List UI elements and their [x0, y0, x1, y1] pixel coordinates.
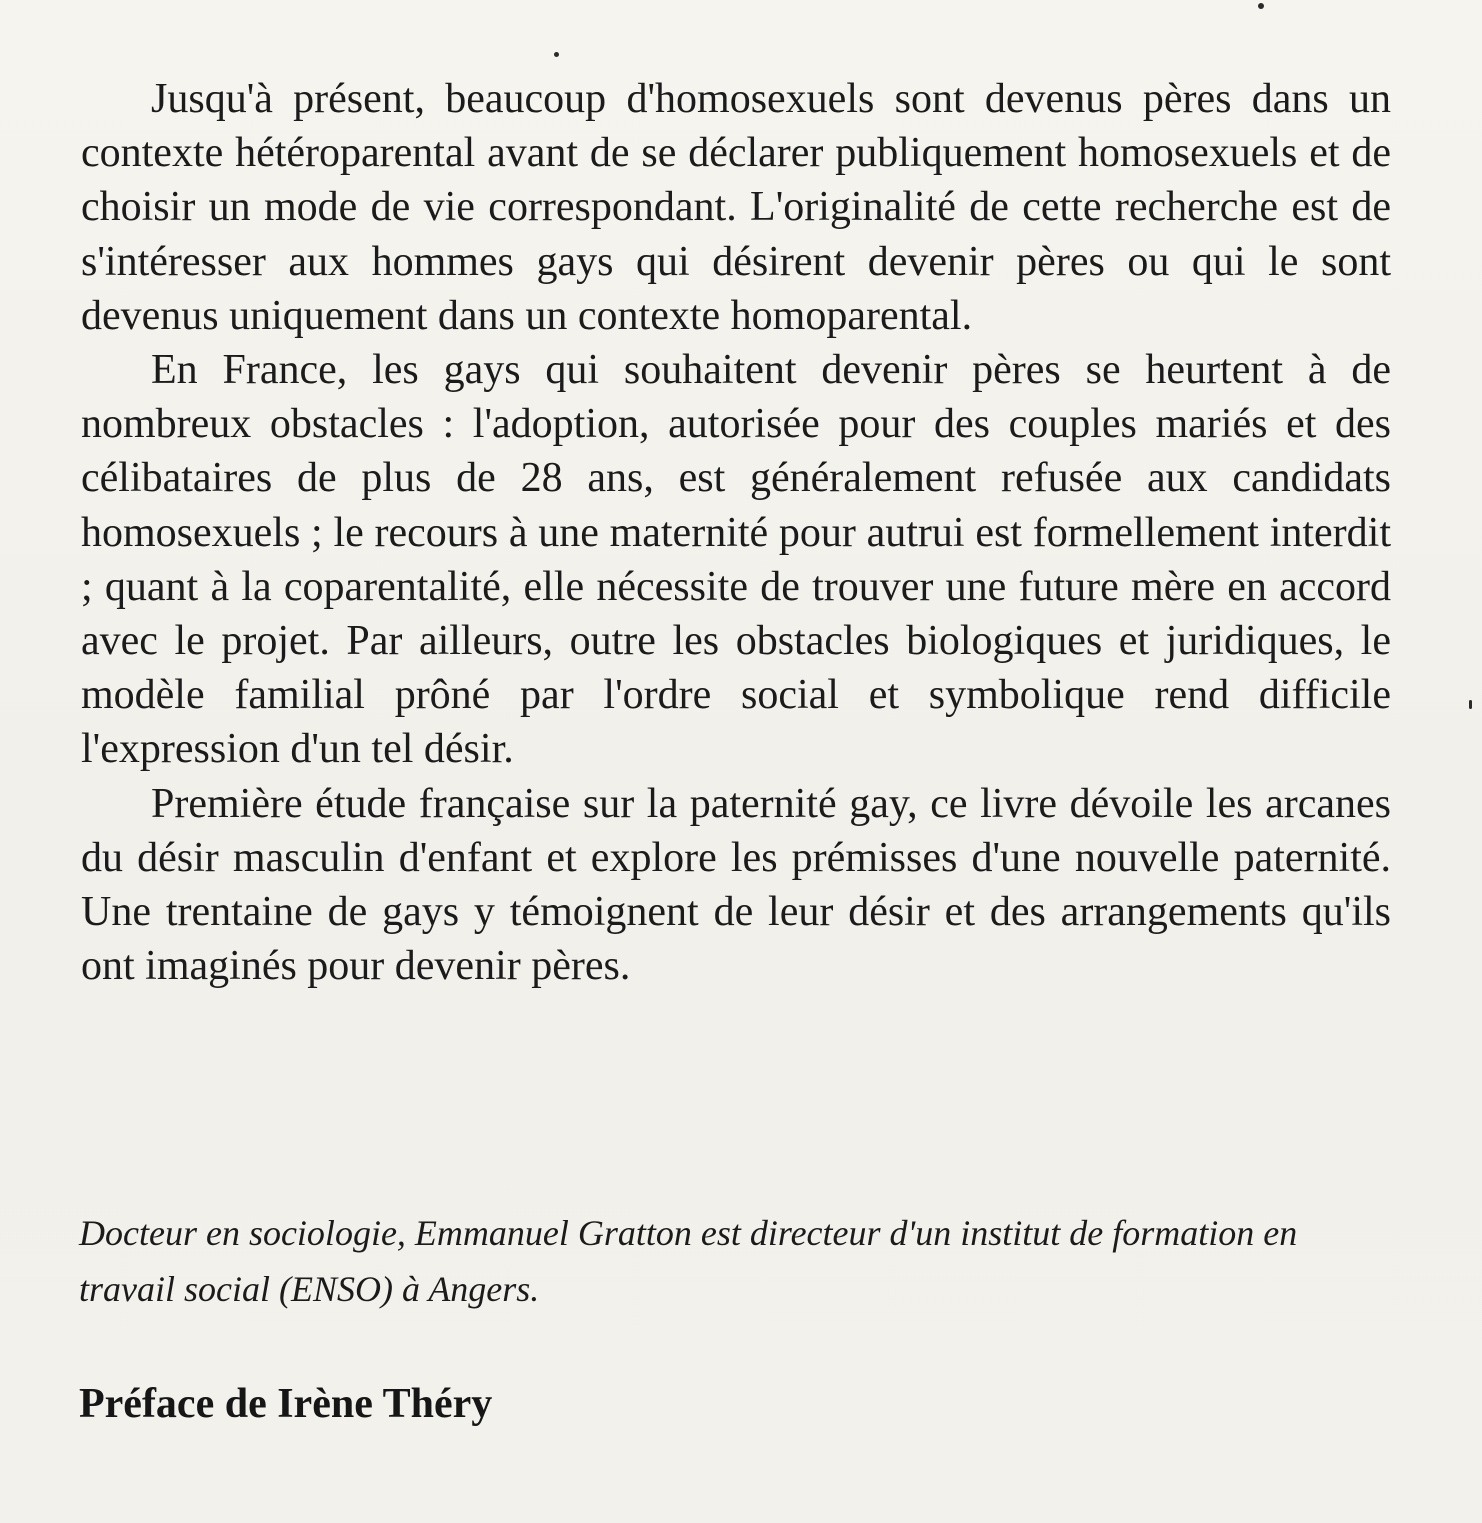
print-speck — [1469, 700, 1472, 709]
paragraph-study: Première étude française sur la paternité gay, ce livre dévoile les arcanes du désir masculin d'enfant et explore les prémisses d'une nouvelle paternité. Une trentaine de gays y témoignent de leur désir et des arrangements qu'ils ont imaginés pour devenir pères. — [81, 780, 1391, 990]
paragraph-obstacles: En France, les gays qui souhaitent devenir pères se heurtent à de nombreux obstacles : l'adoption, autorisée pour des couples mariés et des célibataires de plus de 28 ans, est généralement refusée aux candidats homosexuels ; le recours à une maternité pour autrui est formellement interdit ; quant à la coparentalité, elle nécessite de trouver une future mère en accord avec le projet. Par ailleurs, outre les obstacles biologiques et juridiques, le modèle familial prôné par l'ordre social et symbolique rend difficile l'expression d'un tel désir. — [81, 347, 1391, 773]
blurb-text — [81, 72, 1391, 993]
print-speck — [1258, 3, 1264, 9]
preface-credit: Préface de Irène Théry — [79, 1381, 493, 1427]
author-bio: Docteur en sociologie, Emmanuel Gratton est directeur d'un institut de formation en travail social (ENSO) à Angers. — [79, 1213, 1298, 1309]
print-speck — [554, 52, 559, 57]
paragraph-intro: Jusqu'à présent, beaucoup d'homosexuels sont devenus pères dans un contexte hétéroparental avant de se déclarer publiquement homosexuels et de choisir un mode de vie correspondant. L'originalité de cette recherche est de s'intéresser aux hommes gays qui désirent devenir pères ou qui le sont devenus uniquement dans un contexte homoparental. — [81, 76, 1391, 339]
